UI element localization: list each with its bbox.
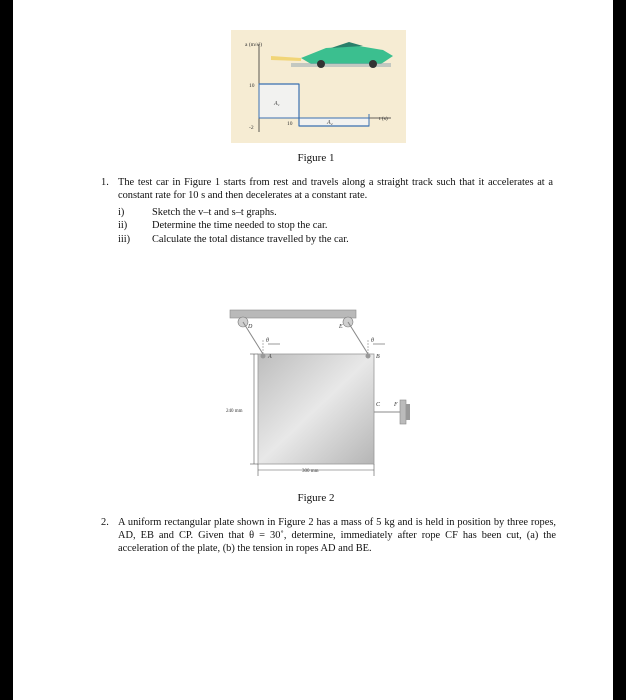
label-theta-right: θ [371,338,374,344]
label-theta-left: θ [266,338,269,344]
area-a1-label: A₁ [274,101,280,107]
height-dimension: 240 mm [226,409,243,414]
figure-2-caption: Figure 2 [297,492,335,504]
y-tick-neg2: -2 [249,125,254,131]
question-1-number: 1. [101,177,109,188]
label-a: A [268,354,272,360]
area-a2 [299,118,369,126]
ceiling-support [230,310,356,318]
figure-2 [208,304,423,482]
wall-bracket-f [400,400,406,424]
question-1-text: The test car in Figure 1 starts from rest and travels along a straight track such that it accelerates at a constant rate for 10 s and then decelerates at a constant rate. [118,177,553,201]
joint-a [261,354,266,359]
width-dimension: 300 mm [302,469,319,474]
question-2-number: 2. [101,517,109,528]
figure-1-caption: Figure 1 [297,152,335,164]
question-2-text: A uniform rectangular plate shown in Figure 2 has a mass of 5 kg and is held in position by three ropes, AD, EB and CP. Given that θ = 30˚, determine, immediately after rope CF has been cut, (a) the acceleration of the plate, (b) the tension in ropes AD and BE. [118,517,556,554]
x-axis-label: t (s) [379,116,388,122]
label-b: B [376,354,380,360]
joint-b [366,354,371,359]
part-iii-numeral: iii) [118,234,131,245]
part-ii-text: Determine the time needed to stop the car. [152,220,328,231]
label-f: F [394,402,398,408]
part-i-text: Sketch the v–t and s–t graphs. [152,207,277,218]
part-ii-numeral: ii) [118,220,128,231]
area-a2-label: A₂ [327,120,333,126]
y-tick-10: 10 [249,83,255,89]
part-i-numeral: i) [118,207,125,218]
figure-1 [231,30,406,143]
part-iii-text: Calculate the total distance travelled by the car. [152,234,349,245]
label-c: C [376,402,381,408]
label-d: D [248,324,253,330]
wall-f [406,404,410,420]
y-axis-label: a (m/s²) [245,42,263,48]
document-page [13,0,613,700]
rope-eb [348,322,368,354]
label-e: E [339,324,343,330]
rectangular-plate [258,354,374,464]
rope-ad [243,322,263,354]
x-tick-10: 10 [287,121,293,127]
